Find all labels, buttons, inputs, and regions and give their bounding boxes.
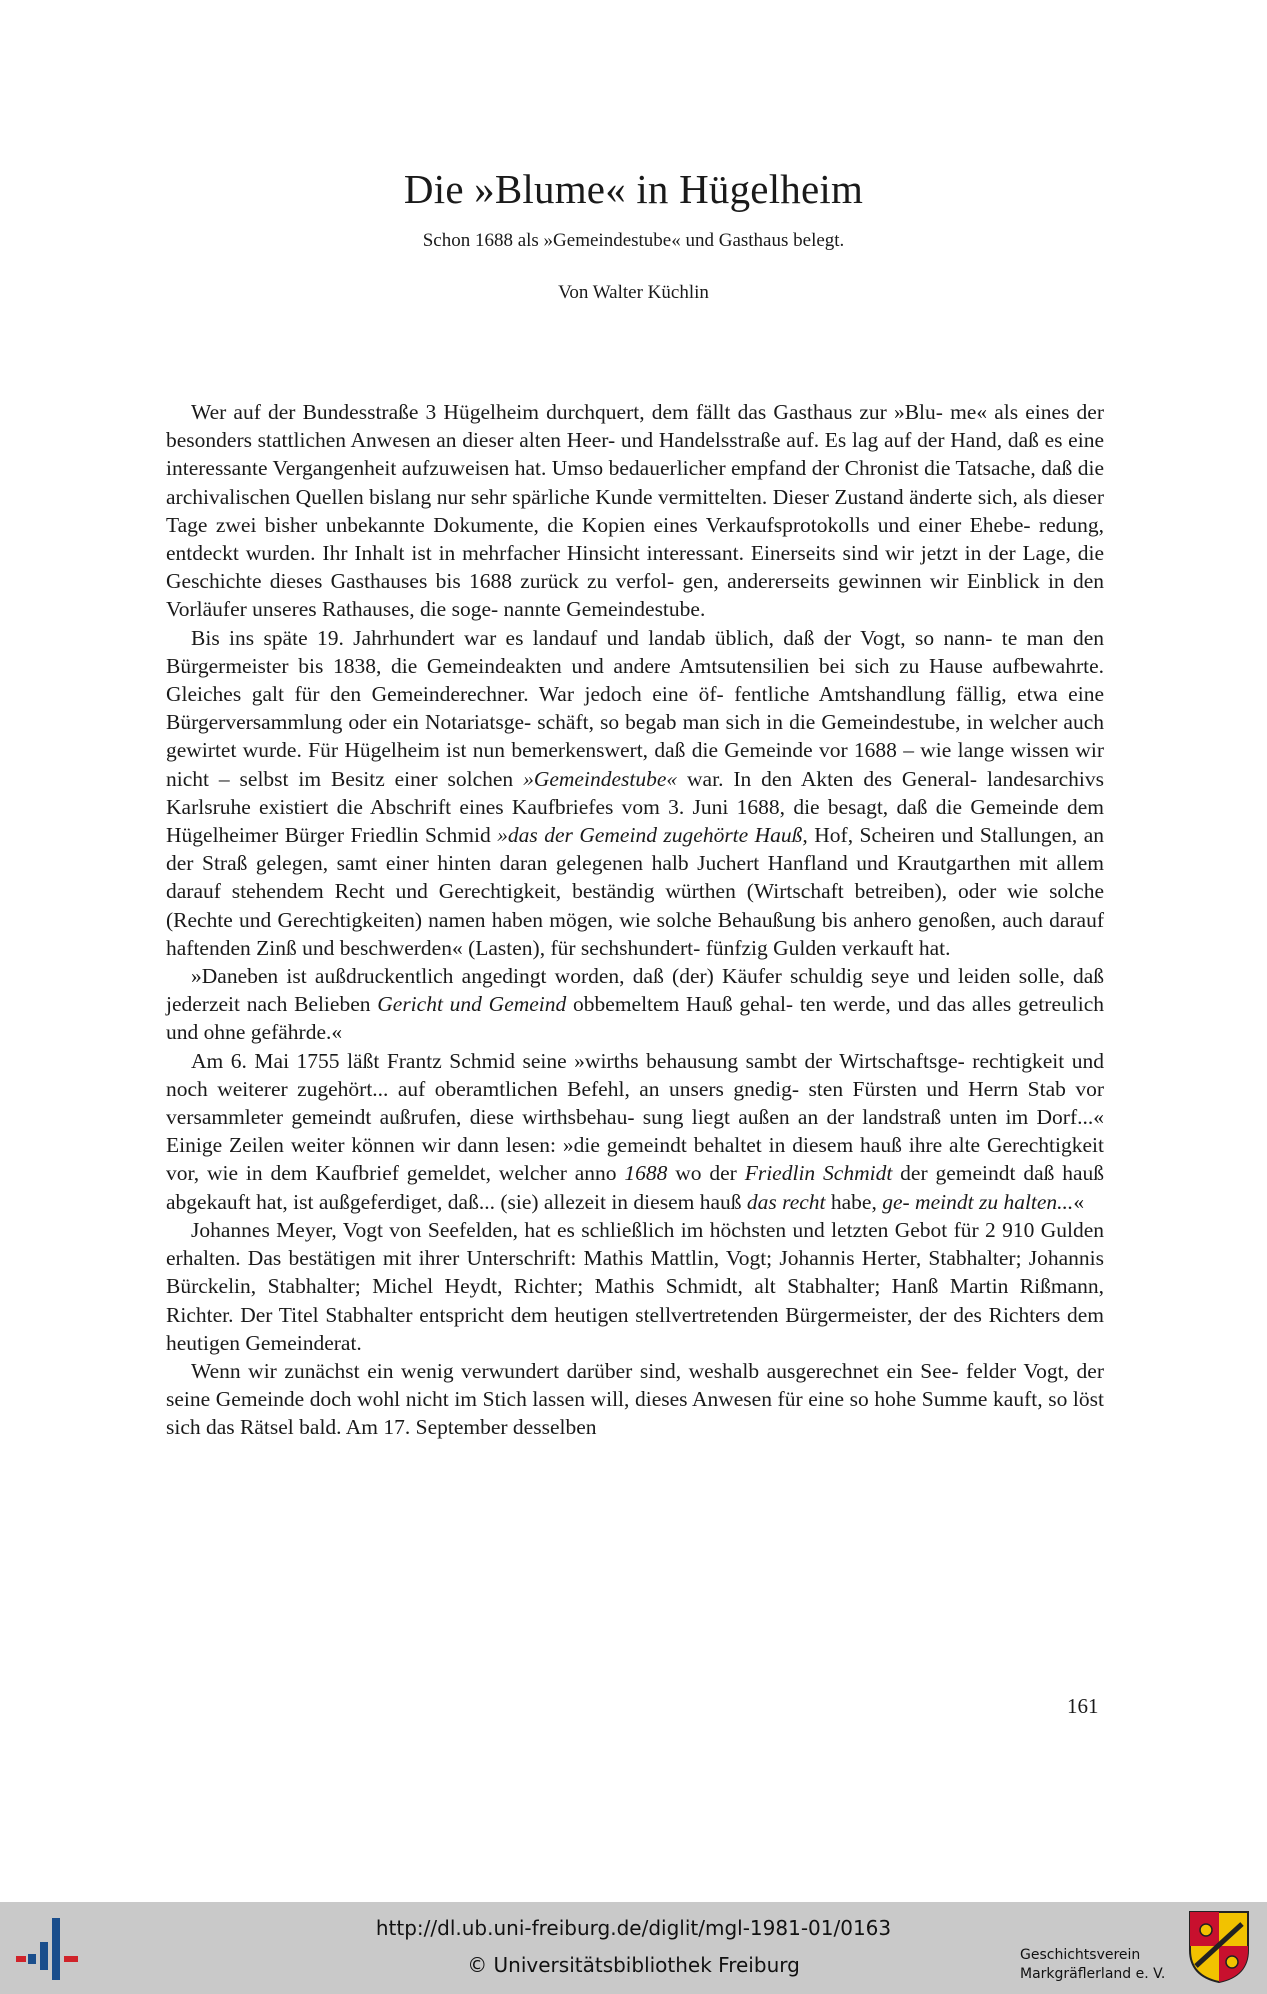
society-name-line2: Markgräflerland e. V. bbox=[1020, 1966, 1166, 1982]
paragraph-text: habe, bbox=[825, 1189, 883, 1214]
paragraph-text: « bbox=[1073, 1189, 1085, 1214]
article-paragraph bbox=[166, 1047, 1104, 1216]
paragraph-text: Hof, Scheiren und Stallungen, an der Straß gelegen, samt einer hinten daran gelegenen halb Juchert Hanfland und Krautgarthen mit allem darauf stehendem Recht und Gerechtigkeit, beständig würthen (Wirtschaft betreiben), oder wie solche (Rechte und Gerechtigkeiten) namen haben mögen, wie solche Behaußung bis anhero genoßen, auch darauf haftenden Zinß und beschwerden« (Lasten), für sechshundert- fünfzig Gulden verkauft hat. bbox=[166, 823, 1104, 960]
italic-quote-text: ge- meindt zu halten... bbox=[882, 1189, 1074, 1214]
paragraph-text: obbemeltem Hauß gehal- ten werde, und das alles getreulich und ohne gefährde.« bbox=[166, 992, 1104, 1045]
article-body bbox=[166, 398, 1104, 1442]
article-title: Die »Blume« in Hügelheim bbox=[403, 166, 864, 212]
paragraph-text: »Daneben ist außdruckentlich angedingt worden, daß (der) Käufer schuldig seye und leiden solle, daß jederzeit nach Belieben bbox=[166, 964, 1104, 1017]
italic-quote-text: Gericht und Gemeind bbox=[377, 992, 567, 1017]
paragraph-text: Wenn wir zunächst ein wenig verwundert darüber sind, weshalb ausgerechnet ein See- felder Vogt, der seine Gemeinde doch wohl nicht im Stich lassen will, dieses Anwesen für eine so hohe Summe kauft, so löst sich das Rätsel bald. Am 17. September desselben bbox=[166, 1358, 1104, 1440]
footer-url-link[interactable]: http://dl.ub.uni-freiburg.de/diglit/mgl-1981-01/0163 bbox=[375, 1916, 892, 1940]
italic-quote-text: 1688 bbox=[624, 1161, 668, 1186]
society-crest-icon[interactable] bbox=[1188, 1910, 1250, 1984]
paragraph-text: war. In den Akten des General- landesarchivs Karlsruhe existiert die Abschrift eines Kaufbriefes vom 3. Juni 1688, die besagt, daß die Gemeinde dem Hügelheimer Bürger Friedlin Schmid bbox=[166, 766, 1104, 848]
article-paragraph bbox=[166, 962, 1104, 1047]
article-subtitle: Schon 1688 als »Gemeindestube« und Gasthaus belegt. bbox=[422, 230, 845, 251]
paragraph-text: Bis ins späte 19. Jahrhundert war es landauf und landab üblich, daß der Vogt, so nann- te man den Bürgermeister bis 1838, die Gemeindeakten und andere Amtsutensilien bei sich zu Hause aufbewahrte. Gleiches galt für den Gemeinderechner. War jedoch eine öf- fentliche Amtshandlung fällig, etwa eine Bürgerversammlung oder ein Notariatsge- schäft, so begab man sich in die Gemeindestube, in welcher auch gewirtet wurde. Für Hügelheim ist nun bemerkenswert, daß die Gemeinde vor 1688 – wie lange wissen wir nicht – selbst im Besitz einer solchen bbox=[166, 625, 1104, 791]
italic-quote-text: »Gemeindestube« bbox=[523, 766, 678, 791]
article-paragraph bbox=[166, 1216, 1104, 1357]
italic-quote-text: das recht bbox=[746, 1189, 826, 1214]
paragraph-text: der gemeindt daß hauß abgekauft hat, ist außgeferdiget, daß... (sie) allezeit in diesem hauß bbox=[166, 1161, 1105, 1214]
article-author: Von Walter Küchlin bbox=[558, 282, 709, 303]
paragraph-text: wo der bbox=[667, 1161, 745, 1186]
italic-quote-text: Friedlin Schmidt bbox=[744, 1161, 893, 1186]
article-paragraph bbox=[166, 398, 1104, 624]
page-number: 161 bbox=[1067, 1694, 1099, 1718]
society-name-line1: Geschichtsverein bbox=[1020, 1947, 1141, 1963]
paragraph-text: Wer auf der Bundesstraße 3 Hügelheim durchquert, dem fällt das Gasthaus zur »Blu- me« als eines der besonders stattlichen Anwesen an dieser alten Heer- und Handelsstraße auf. Es lag auf der Hand, daß es eine interessante Vergangenheit aufzuweisen hat. Umso bedauerlicher empfand der Chronist die Tatsache, daß die archivalischen Quellen bislang nur sehr spärliche Kunde vermittelten. Dieser Zustand änderte sich, als dieser Tage zwei bisher unbekannte Dokumente, die Kopien eines Verkaufsprotokolls und einer Ehebe- redung, entdeckt wurden. Ihr Inhalt ist in mehrfacher Hinsicht interessant. Einerseits sind wir jetzt in der Lage, die Geschichte dieses Gasthauses bis 1688 zurück zu verfol- gen, andererseits gewinnen wir Einblick in den Vorläufer unseres Rathauses, die soge- nannte Gemeindestube. bbox=[166, 400, 1104, 622]
society-name bbox=[1020, 1946, 1165, 1984]
article-paragraph bbox=[166, 1357, 1104, 1442]
paragraph-text: Am 6. Mai 1755 läßt Frantz Schmid seine »wirths behausung sambt der Wirtschaftsge- rechtigkeit und noch weiterer zugehört... auf oberamtlichen Befehl, an unsers gnedig- sten Fürsten und Herrn Stab vor versammleter gemeindt außrufen, diese wirthsbehau- sung liegt außen an der landstraß unten im Dorf...« Einige Zeilen weiter können wir dann lesen: »die gemeindt behaltet in diesem hauß ihre alte Gerechtigkeit vor, wie in dem Kaufbrief gemeldet, welcher anno bbox=[166, 1048, 1104, 1186]
paragraph-text: Johannes Meyer, Vogt von Seefelden, hat es schließlich im höchsten und letzten Gebot für 2 910 Gulden erhalten. Das bestätigen mit ihrer Unterschrift: Mathis Mattlin, Vogt; Johannis Herter, Stabhalter; Johannis Bürckelin, Stabhalter; Michel Heydt, Richter; Mathis Schmidt, alt Stabhalter; Hanß Martin Rißmann, Richter. Der Titel Stabhalter entspricht dem heutigen stellvertretenden Bürgermeister, der des Richters dem heutigen Gemeinderat. bbox=[166, 1217, 1104, 1355]
article-paragraph bbox=[166, 624, 1104, 962]
footer-copyright: © Universitätsbibliothek Freiburg bbox=[467, 1953, 800, 1977]
italic-quote-text: »das der Gemeind zugehörte Hauß, bbox=[497, 823, 808, 848]
viewer-footer bbox=[0, 1902, 1267, 1994]
